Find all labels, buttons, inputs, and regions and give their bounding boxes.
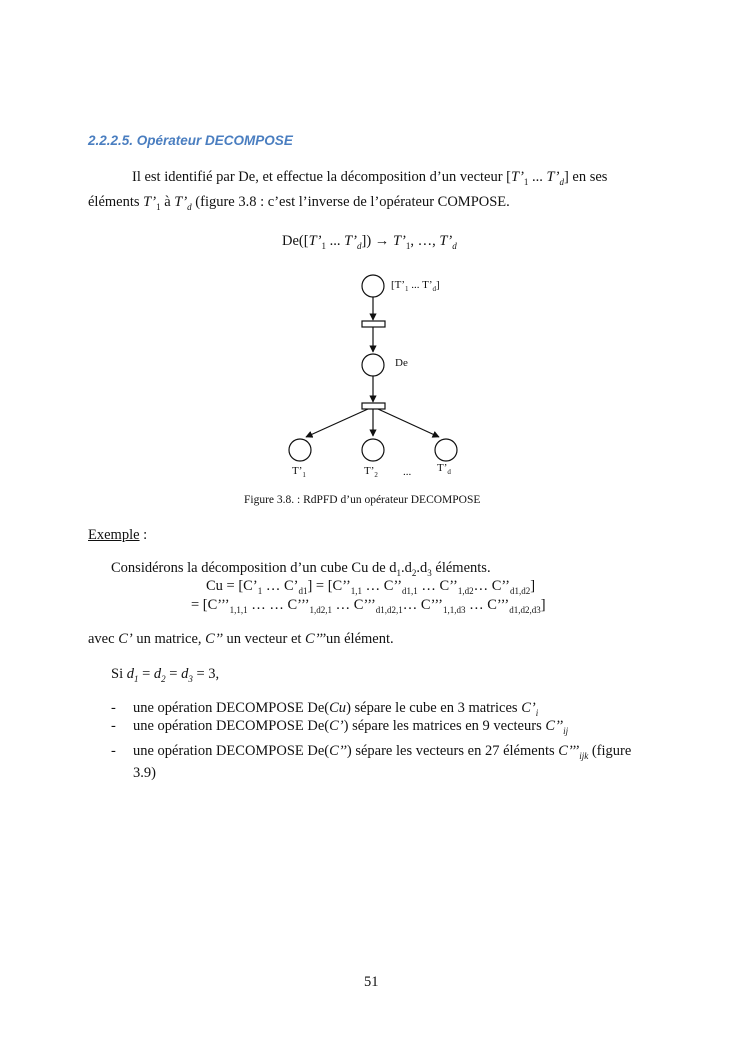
place-input (362, 275, 384, 297)
equation-2: = [$C’’’_{1,1,1}$ … … $C’’’_{1,d2,1}$ … $C’’’_{d1,d2,1}\dots$ $C’’’_{1,1,d3}$ … $C’’’_{d1,d2,d3}$] (191, 597, 546, 615)
bullet-continuation: 3.9) (133, 765, 156, 781)
figure-caption: Figure 3.8. : RdPFD d’un opérateur DECOMPOSE (244, 494, 481, 506)
section-heading: 2.2.2.5. Opérateur DECOMPOSE (88, 133, 293, 148)
bullet-dash: - (111, 743, 116, 759)
avec-line: avec C’ un matrice, C’’ un vecteur et C’’’un élément. (88, 631, 394, 647)
decompose-formula: $De([T’_1$ ... $T’_d$]) → $T’_1$, …, $T’_d$ (282, 233, 457, 251)
output-2-label: $T’_2$ (364, 465, 378, 480)
example-heading: Exemple : (88, 527, 148, 543)
place-output-d (435, 439, 457, 461)
bullet-item: une opération DECOMPOSE De(C’) sépare les matrices en 9 vecteurs $C’’_{ij}$ (133, 718, 569, 736)
de-place-label: De (395, 357, 408, 369)
output-d-label: $T’_d$ (437, 462, 451, 477)
intro-line-1: Il est identifié par De, et effectue la décomposition d’un vecteur [$T’_1$ ... $T’_d$] en ses (132, 169, 608, 187)
place-de (362, 354, 384, 376)
intro-line-2: éléments $T’_1$ à $T’_d$ (figure 3.8 : c’est l’inverse de l’opérateur COMPOSE. (88, 194, 510, 212)
output-1-label: $T’_1$ (292, 465, 306, 480)
page-number: 51 (364, 974, 379, 990)
bullet-item: une opération DECOMPOSE De(Cu) sépare le cube en 3 matrices $C’_i$ (133, 700, 539, 718)
bullet-dash: - (111, 700, 116, 716)
place-output-1 (289, 439, 311, 461)
bullet-item: une opération DECOMPOSE De(C’’) sépare les vecteurs en 27 éléments $C’’’_{ijk}$ (figure (133, 743, 632, 761)
transition-1 (362, 321, 385, 327)
place-output-2 (362, 439, 384, 461)
equation-1: $Cu = [C’_1$ … $C’_{d1}$] = [$C’’_{1,1}$ … $C’’_{d1,1}$ … $C’’_{1,d2}\dots$ $C’’_{d1,d2}$] (206, 578, 536, 596)
si-line: Si $d_1 = d_2 = d_3 = 3$, (111, 666, 220, 684)
input-place-label: [$T’_1$ ... $T’_d$] (391, 279, 440, 294)
transition-2 (362, 403, 385, 409)
example-consider: Considérons la décomposition d’un cube Cu de $d_1.d_2.d_3$ éléments. (111, 560, 491, 578)
ellipsis-label: ... (403, 466, 412, 478)
bullet-dash: - (111, 718, 116, 734)
